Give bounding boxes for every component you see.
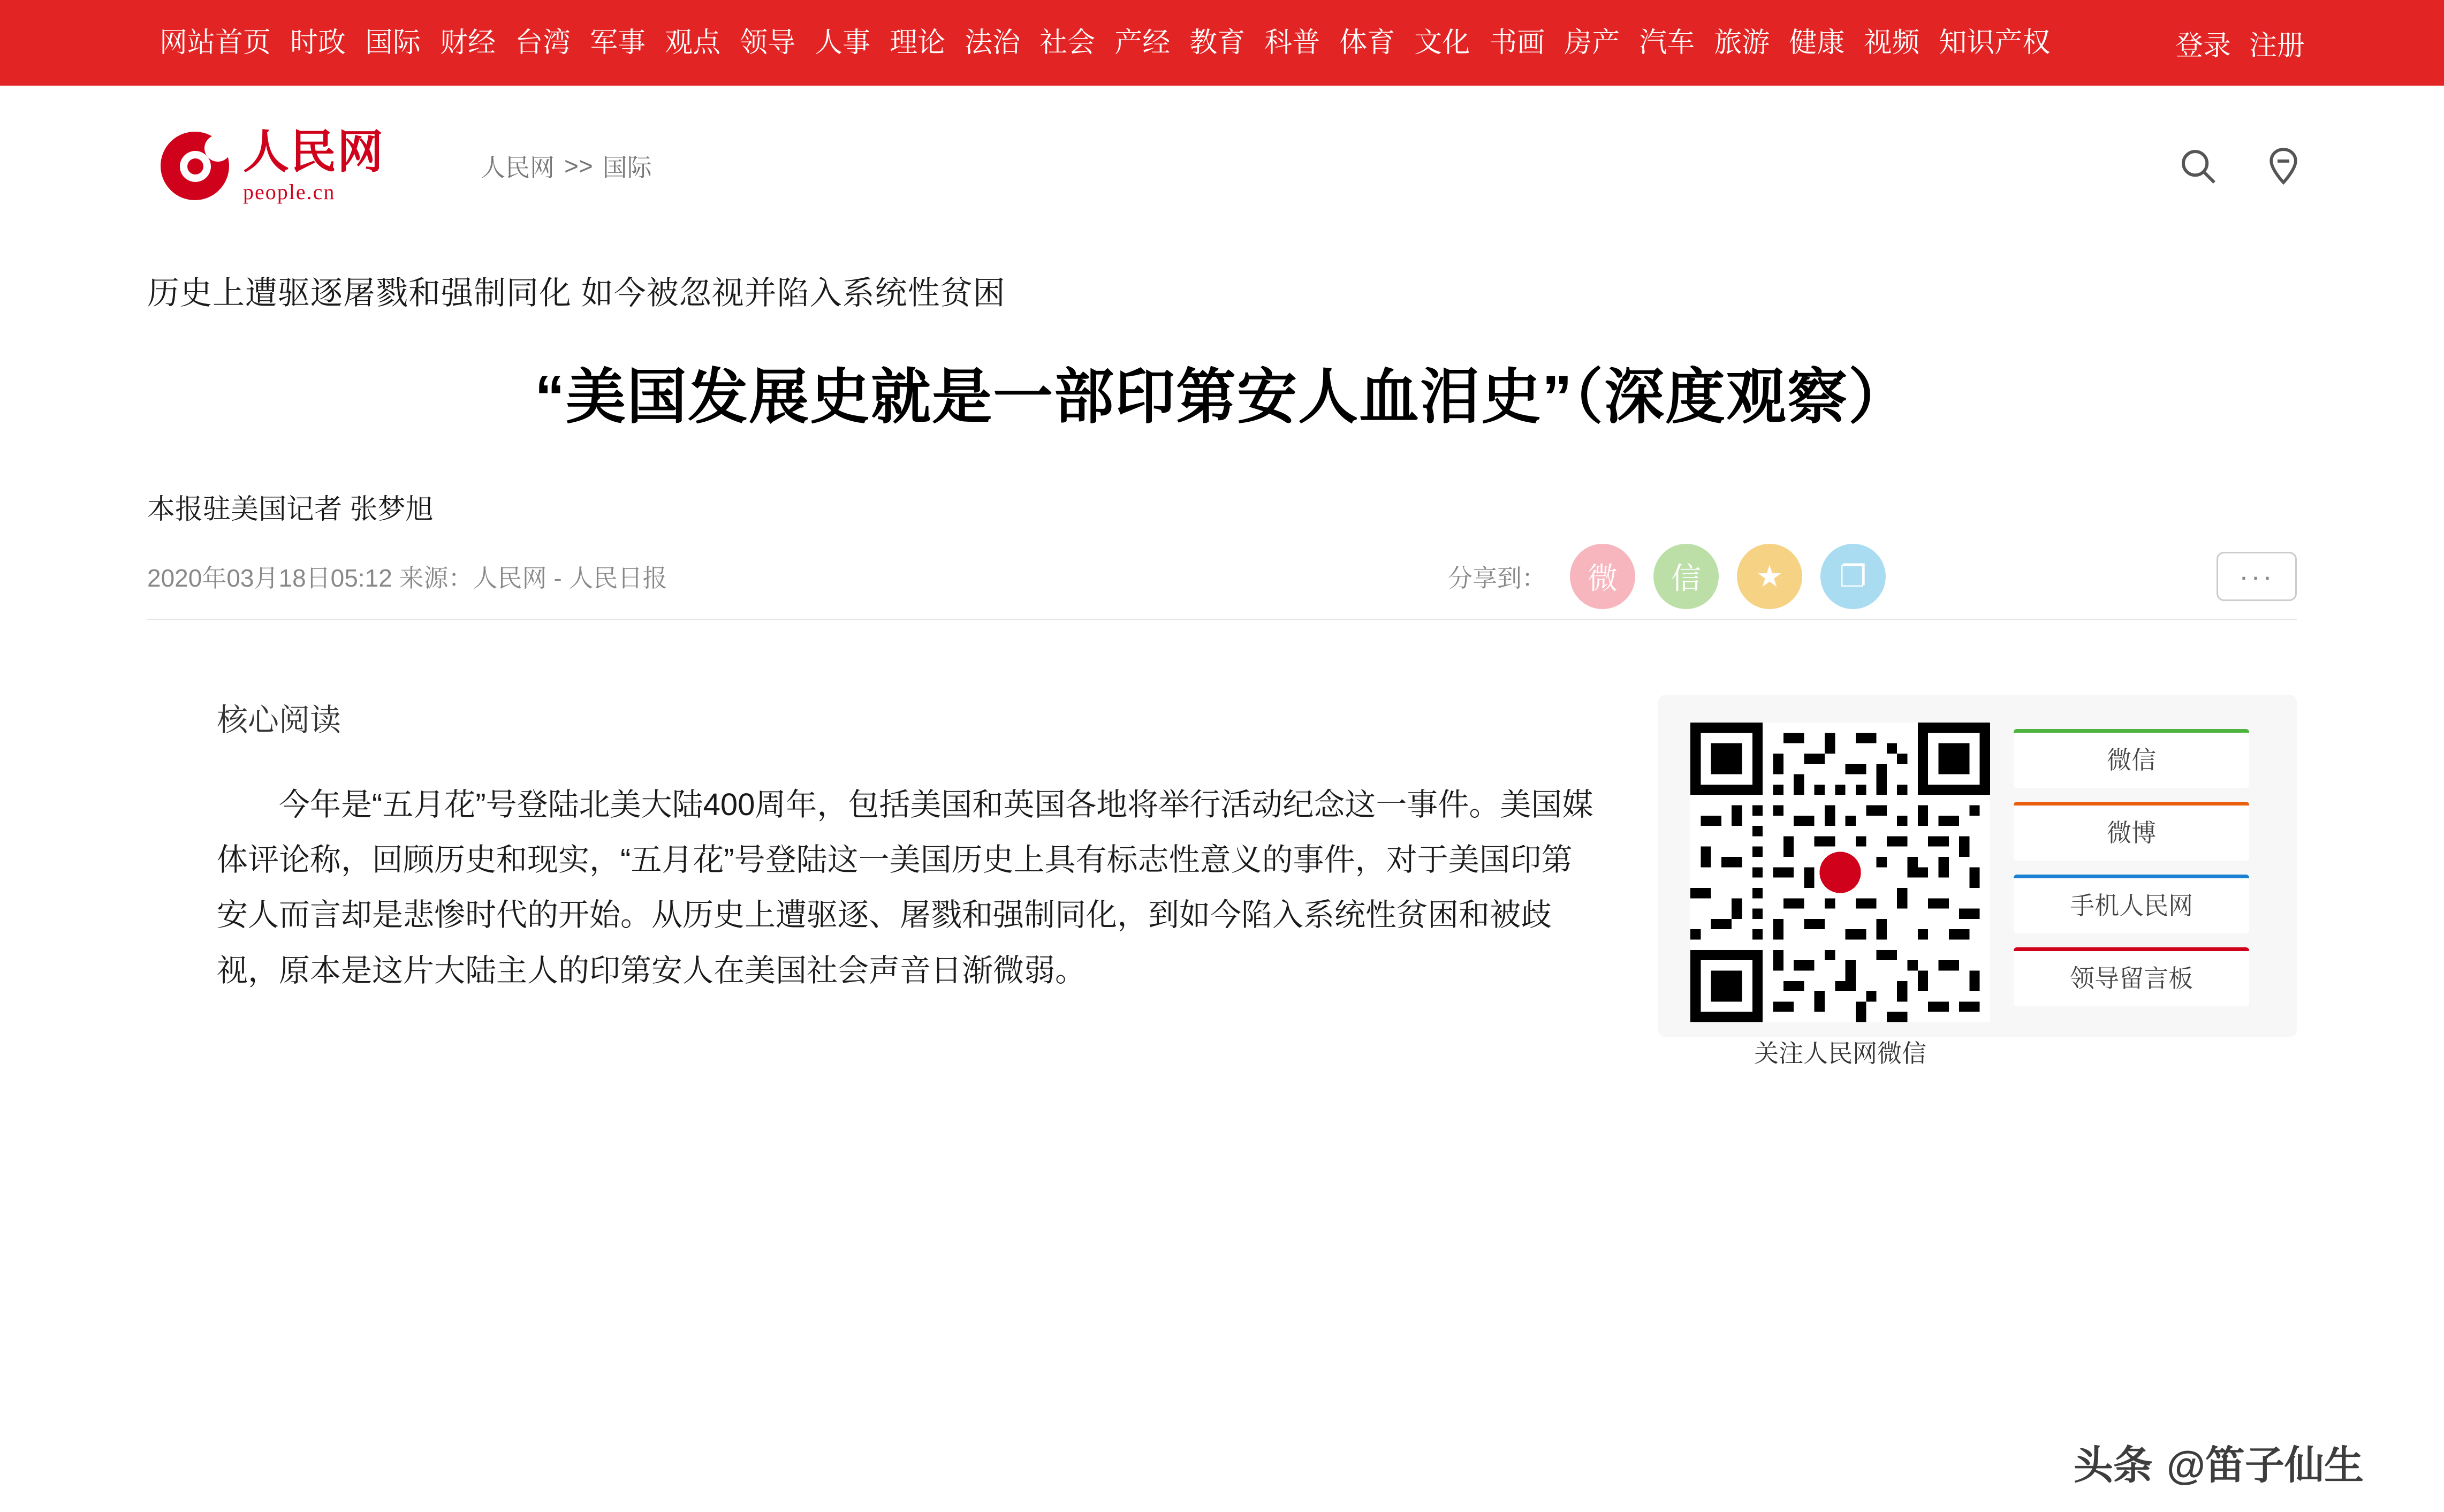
share-qzone-icon[interactable]: ★ xyxy=(1737,544,1802,609)
nav-item-22[interactable]: 视频 xyxy=(1864,27,1920,58)
nav-item-19[interactable]: 汽车 xyxy=(1639,27,1695,58)
nav-item-10[interactable]: 法治 xyxy=(965,27,1021,58)
nav-item-18[interactable]: 房产 xyxy=(1564,27,1620,58)
top-navigation-bar xyxy=(0,0,2444,86)
nav-item-6[interactable]: 观点 xyxy=(665,27,721,58)
nav-item-11[interactable]: 社会 xyxy=(1039,27,1096,58)
share-wechat-icon[interactable]: 信 xyxy=(1653,544,1719,609)
register-link[interactable]: 注册 xyxy=(2249,30,2305,62)
nav-item-20[interactable]: 旅游 xyxy=(1714,27,1770,58)
nav-item-3[interactable]: 财经 xyxy=(440,27,496,58)
site-header xyxy=(0,86,2444,246)
breadcrumb-root[interactable]: 人民网 xyxy=(481,154,555,181)
nav-item-13[interactable]: 教育 xyxy=(1189,27,1246,58)
nav-item-14[interactable]: 科普 xyxy=(1264,27,1320,58)
nav-item-21[interactable]: 健康 xyxy=(1789,27,1845,58)
article-body-row xyxy=(147,695,2297,1067)
nav-item-1[interactable]: 时政 xyxy=(290,27,346,58)
logo-title-cn: 人民网 xyxy=(243,126,384,178)
breadcrumb-current[interactable]: 国际 xyxy=(602,154,652,181)
article-paragraph-1: 今年是“五月花”号登陆北美大陆400周年，包括美国和英国各地将举行活动纪念这一事件。美国媒体评论称，回顾历史和现实，“五月花”号登陆这一美国历史上具有标志性意义的事件，对于美国印第安人而言却是悲惨时代的开始。从历史上遭驱逐、屠戮和强制同化，到如今陷入系统性贫困和被歧视，原本是这片大陆主人的印第安人在美国社会声音日渐微弱。 xyxy=(217,787,1593,988)
nav-item-2[interactable]: 国际 xyxy=(365,27,421,58)
sidebar-followbox xyxy=(1658,695,2297,1067)
nav-item-9[interactable]: 理论 xyxy=(890,27,946,58)
qr-caption: 关注人民网微信 xyxy=(1754,1039,1927,1067)
search-icon[interactable] xyxy=(2176,145,2219,187)
share-bar xyxy=(1448,544,1886,609)
article-subtitle: 历史上遭驱逐屠戮和强制同化 如今被忽视并陷入系统性贫困 xyxy=(147,275,1006,311)
logo-text xyxy=(243,126,384,204)
article-byline: 本报驻美国记者 张梦旭 xyxy=(147,494,434,525)
top-nav-links xyxy=(150,29,2060,57)
sidebar-button-mobile-site[interactable]: 手机人民网 xyxy=(2014,875,2249,933)
share-label: 分享到： xyxy=(1448,564,1546,592)
nav-item-16[interactable]: 文化 xyxy=(1414,27,1470,58)
nav-item-23[interactable]: 知识产权 xyxy=(1939,27,2051,58)
people-cn-logo-icon xyxy=(161,132,229,200)
watermark xyxy=(2074,1434,2364,1491)
wechat-qr-code-image xyxy=(1690,723,1990,1022)
sidebar-button-wechat[interactable]: 微信 xyxy=(2014,729,2249,788)
share-weibo-icon[interactable]: 微 xyxy=(1570,544,1635,609)
watermark-handle: @笛子仙生 xyxy=(2166,1443,2364,1487)
nav-item-8[interactable]: 人事 xyxy=(815,27,871,58)
nav-item-12[interactable]: 产经 xyxy=(1114,27,1171,58)
watermark-logo: 头条 xyxy=(2073,1443,2153,1487)
logo-title-en: people.cn xyxy=(243,180,336,204)
sidebar-buttons xyxy=(2014,723,2249,1006)
login-link[interactable]: 登录 xyxy=(2175,30,2231,62)
nav-item-0[interactable]: 网站首页 xyxy=(160,27,271,58)
sidebar-button-message-board[interactable]: 领导留言板 xyxy=(2014,947,2249,1006)
breadcrumb-separator: >> xyxy=(564,152,593,180)
location-pin-icon[interactable] xyxy=(2262,145,2305,187)
article xyxy=(0,268,2444,1067)
article-datetime-source: 2020年03月18日05:12 来源：人民网 - 人民日报 xyxy=(147,564,667,592)
auth-links xyxy=(2175,23,2305,63)
nav-item-5[interactable]: 军事 xyxy=(590,27,646,58)
page-title: “美国发展史就是一部印第安人血泪史”（深度观察） xyxy=(535,363,1909,430)
nav-item-17[interactable]: 书画 xyxy=(1489,27,1545,58)
comment-button[interactable]: ··· xyxy=(2217,552,2297,601)
copy-link-icon[interactable]: ❐ xyxy=(1820,544,1886,609)
nav-item-15[interactable]: 体育 xyxy=(1339,27,1395,58)
article-body xyxy=(147,695,1594,1037)
sidebar-button-weibo[interactable]: 微博 xyxy=(2014,802,2249,861)
article-meta-row xyxy=(147,559,2297,620)
breadcrumb xyxy=(481,148,652,184)
article-kicker: 核心阅读 xyxy=(217,703,341,738)
header-icons xyxy=(2176,145,2305,187)
qr-block xyxy=(1690,723,1990,1069)
nav-item-4[interactable]: 台湾 xyxy=(515,27,571,58)
site-logo[interactable] xyxy=(161,126,384,204)
nav-item-7[interactable]: 领导 xyxy=(740,27,796,58)
